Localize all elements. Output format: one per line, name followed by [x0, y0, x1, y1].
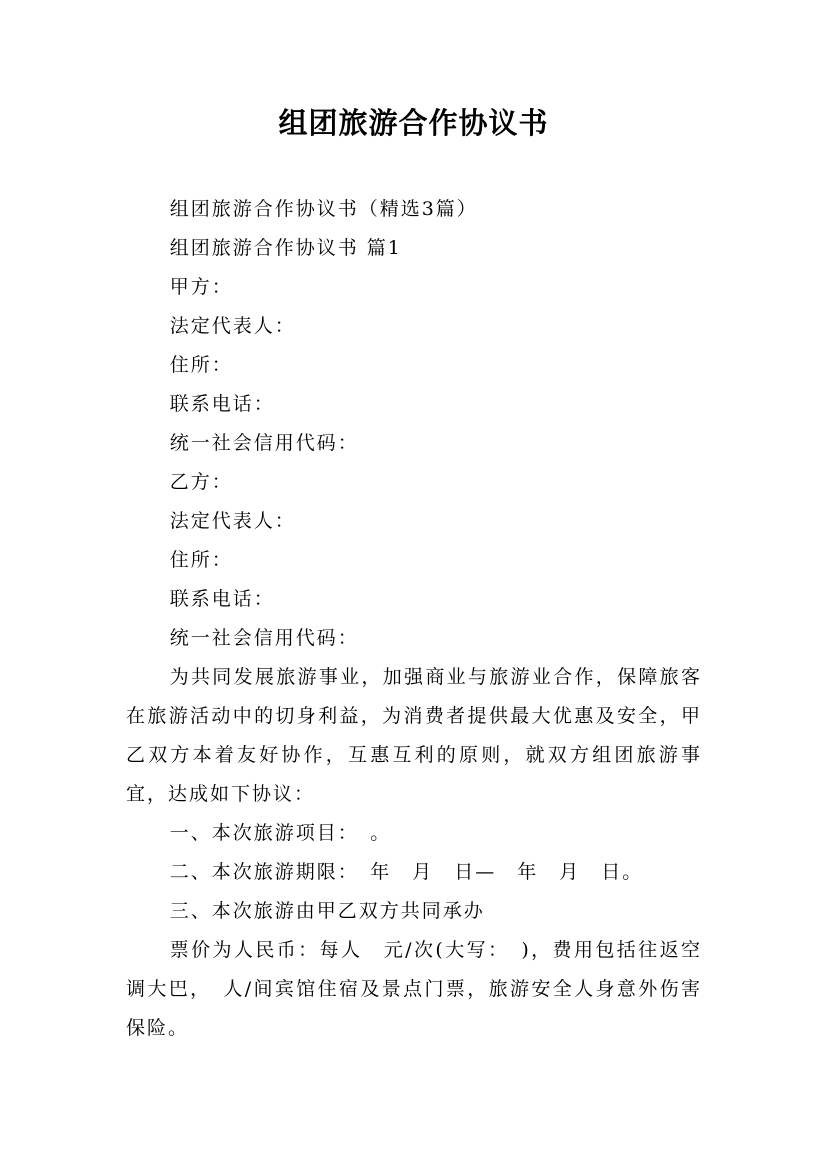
clause-1: 一、本次旅游项目： 。: [169, 822, 392, 844]
party-b-address: 住所：: [169, 549, 233, 571]
party-a-address: 住所：: [169, 354, 233, 376]
document-body: [126, 190, 702, 1048]
subtitle-paragraph: 组团旅游合作协议书（精选3篇）: [169, 198, 478, 220]
party-b-legal-rep: 法定代表人：: [169, 510, 296, 532]
party-b-credit-code: 统一社会信用代码：: [169, 627, 359, 649]
party-b-phone: 联系电话：: [169, 588, 275, 610]
party-a-credit-code: 统一社会信用代码：: [169, 432, 359, 454]
document-title: 组团旅游合作协议书: [278, 106, 549, 140]
fare-paragraph: 票价为人民币：每人 元/次(大写： )，费用包括往返空调大巴， 人/间宾馆住宿及景点门票，旅游安全人身意外伤害保险。: [126, 939, 702, 1039]
party-a-legal-rep: 法定代表人：: [169, 315, 296, 337]
clause-2: 二、本次旅游期限： 年 月 日— 年 月 日。: [169, 861, 644, 883]
clause-3: 三、本次旅游由甲乙双方共同承办: [169, 900, 485, 922]
preamble-paragraph: 为共同发展旅游事业，加强商业与旅游业合作，保障旅客在旅游活动中的切身利益，为消费者提供最大优惠及安全，甲乙双方本着友好协作，互惠互利的原则，就双方组团旅游事宜，达成如下协议：: [126, 666, 702, 805]
section-heading: 组团旅游合作协议书 篇1: [169, 237, 402, 259]
party-b-label: 乙方：: [169, 471, 233, 493]
party-a-phone: 联系电话：: [169, 393, 275, 415]
party-a-label: 甲方：: [169, 276, 233, 298]
